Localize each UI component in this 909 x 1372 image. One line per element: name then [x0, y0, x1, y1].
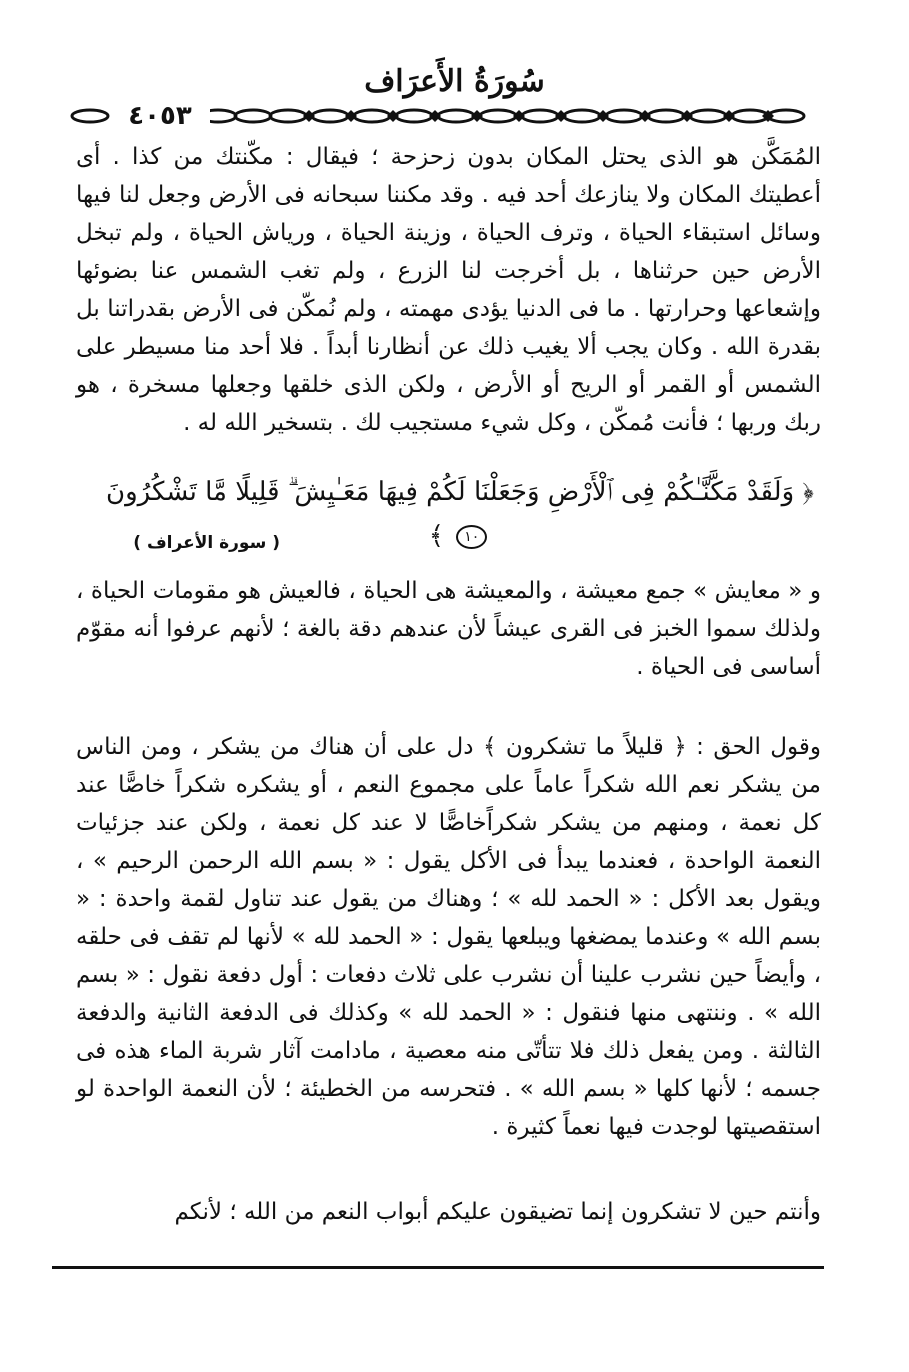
- footer-divider: [52, 1266, 824, 1269]
- verse-number-medallion: ١٠: [456, 525, 487, 549]
- verse-close-bracket: ﴾: [428, 521, 444, 551]
- verse-reference: ( سورة الأعراف ): [133, 533, 280, 553]
- paragraph-2: و « معايش » جمع معيشة ، والمعيشة هى الحياة ، فالعيش هو مقومات الحياة ، ولذلك سموا الخبز فى القرى عيشاً لأن عندهم دقة بالغة ؛ لأنهم عرفوا أنه مقوّم أساسى فى الحياة .: [76, 578, 821, 680]
- paragraph-4: وأنتم حين لا تشكرون إنما تضيقون عليكم أبواب النعم من الله ؛ لأنكم: [174, 1199, 821, 1225]
- verse-text: وَلَقَدْ مَكَّنَّـٰكُمْ فِى ٱلْأَرْضِ وَجَعَلْنَا لَكُمْ فِيهَا مَعَـٰيِشَ ۗ قَلِيلًا مَّا تَشْكُرُونَ: [106, 477, 795, 507]
- paragraph-1: المُمَكَّن هو الذى يحتل المكان بدون زحزحة ؛ فيقال : مكّنتك من كذا . أى أعطيتك المكان ولا ينازعك أحد فيه . وقد مكننا سبحانه فى الأرض وجعل لنا فيها وسائل استبقاء الحياة ، وترف الحياة ، وزينة الحياة ، ورياش الحياة ، ولم تبخل الأرض حين حرثناها ، بل أخرجت لنا الزرع ، ولم تغب الشمس عنا بضوئها وإشعاعها وحرارتها . ما فى الدنيا يؤدى مهمته ، ولم نُمكّن فى الأرض بقدراتنا بل بقدرة الله . وكان يجب ألا يغيب ذلك عن أنظارنا أبداً . فلا أحد منا مسيطر على الشمس أو القمر أو الريح أو الأرض ، ولكن الذى خلقها وجعلها مسخرة ، هو ربك وربها ؛ فأنت مُمكّن ، وكل شيء مستجيب لك . بتسخير الله له .: [76, 144, 821, 436]
- header-ornament-band: [68, 98, 808, 134]
- paragraph-3: وقول الحق : ﴿ قليلاً ما تشكرون ﴾ دل على أن هناك من يشكر ، ومن الناس من يشكر نعم الله شكراً عاماً على مجموع النعم ، أو يشكره شكراً خاصًّا عند كل نعمة ، ومنهم من يشكر شكراًخاصًّا لا عند كل نعمة ، ولكن عند جزئيات النعمة الواحدة ، فعندما يبدأ فى الأكل يقول : « بسم الله الرحمن الرحيم » ، ويقول بعد الأكل : « الحمد لله » ؛ وهناك من يقول عند تناول لقمة واحدة : « بسم الله » وعندما يمضغها ويبلعها يقول : « الحمد لله » لأنها لم تقف فى حلقه ، وأيضاً حين نشرب علينا أن نشرب على ثلاث دفعات : أول دفعة نقول : « بسم الله » . وننتهى منها فنقول : « الحمد لله » وكذلك فى الدفعة الثانية والدفعة الثالثة . ومن يفعل ذلك فلا تتأتّى منه معصية ، مادامت آثار شربة الماء هذه فى جسمه ؛ لأنها كلها « بسم الله » . فتحرسه من الخطيئة ؛ لأن النعمة الواحدة لو استقصيتها لوجدت فيها نعماً كثيرة .: [76, 734, 821, 1140]
- page-number: ٤٠٥٣: [110, 98, 210, 134]
- verse-open-bracket: ﴿: [802, 477, 814, 507]
- surah-title: سُورَةُ الأَعرَاف: [364, 64, 545, 99]
